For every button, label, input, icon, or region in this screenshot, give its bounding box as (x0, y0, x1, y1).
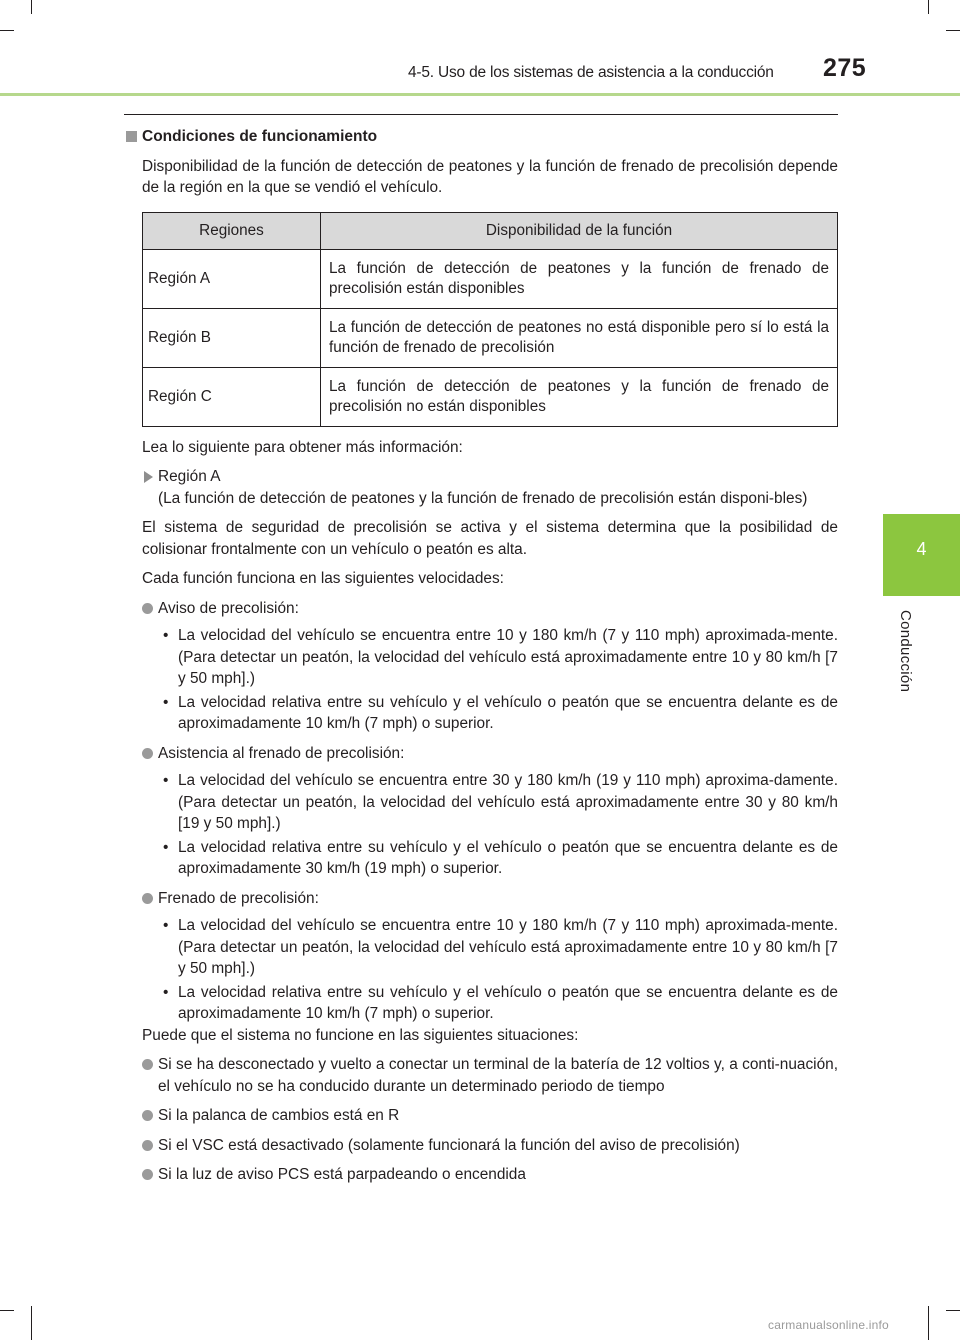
chapter-number: 4 (916, 539, 927, 559)
section-heading (124, 126, 838, 148)
crop-mark-top-right-h (946, 30, 960, 31)
function-title: Asistencia al frenado de precolisión: (158, 744, 405, 762)
region-a-item (142, 466, 838, 509)
table-cell-region: Región C (143, 367, 321, 426)
section-intro: Disponibilidad de la función de detección de peatones y la función de frenado de precolisión depende de la región en la que se vendió el vehículo. (142, 157, 838, 196)
condition-item (158, 982, 838, 1025)
condition-item (158, 837, 838, 880)
chapter-label: Conducción (897, 610, 914, 693)
condition-text: La velocidad del vehículo se encuentra entre 10 y 180 km/h (7 y 110 mph) aproximada-mente. (Para detectar un peatón, la velocidad del vehículo está aproximadamente entre 10 y 80 km/h [7 y 50 mph].) (178, 917, 838, 977)
content-top-rule (124, 114, 838, 115)
situation-text: Si el VSC está desactivado (solamente funcionará la función del aviso de precolisión) (158, 1136, 740, 1154)
situation-item (142, 1135, 838, 1157)
table-header-availability: Disponibilidad de la función (321, 212, 838, 249)
condition-item (158, 915, 838, 980)
situation-text: Si la palanca de cambios está en R (158, 1107, 400, 1124)
small-bullet-icon: • (163, 772, 169, 789)
crop-mark-bottom-right-v (928, 1306, 929, 1340)
square-bullet-icon (126, 131, 137, 142)
circle-bullet-icon (142, 1169, 153, 1180)
circle-bullet-icon (142, 603, 153, 614)
condition-text: La velocidad relativa entre su vehículo y el vehículo o peatón que se encuentra delante es de aproximadamente 10 km/h (7 mph) o superior. (178, 983, 838, 1022)
table-row (143, 249, 838, 308)
crop-mark-bottom-left-v (31, 1306, 32, 1340)
page-content (124, 126, 838, 1186)
function-item (142, 598, 838, 620)
activation-text: El sistema de seguridad de precolisión se activa y el sistema determina que la posibilidad de colisionar frontalmente con un vehículo o peatón es alta. (142, 519, 838, 558)
watermark-link[interactable]: carmanualsonline.info (768, 1318, 889, 1332)
not-working-intro: Puede que el sistema no funcione en las siguientes situaciones: (142, 1026, 579, 1044)
condition-item (158, 625, 838, 690)
table-header-regions: Regiones (143, 212, 321, 249)
condition-text: La velocidad del vehículo se encuentra entre 10 y 180 km/h (7 y 110 mph) aproximada-mente. (Para detectar un peatón, la velocidad del vehículo está aproximadamente entre 10 y 80 km/h [7 y 50 mph].) (178, 627, 838, 687)
circle-bullet-icon (142, 1140, 153, 1151)
crop-mark-top-left-h (0, 30, 14, 31)
crop-mark-top-left-v (31, 0, 32, 14)
function-title: Aviso de precolisión: (158, 599, 299, 617)
header-section-title: 4-5. Uso de los sistemas de asistencia a la conducción (408, 64, 774, 81)
condition-text: La velocidad del vehículo se encuentra entre 30 y 180 km/h (19 y 110 mph) aproxima-damente. (Para detectar un peatón, la velocidad del vehículo está aproximadamente entre 30 y 80 km/h [19 y 50 mph].) (178, 772, 838, 832)
speeds-intro: Cada función funciona en las siguientes velocidades: (142, 570, 504, 587)
crop-mark-bottom-right-h (946, 1310, 960, 1311)
condition-text: La velocidad relativa entre su vehículo y el vehículo o peatón que se encuentra delante es de aproximadamente 30 km/h (19 mph) o superior. (178, 838, 838, 877)
region-a-detail: (La función de detección de peatones y la función de frenado de precolisión están disponi-bles) (158, 489, 808, 507)
table-cell-availability: La función de detección de peatones no está disponible pero sí lo está la función de frenado de precolisión (321, 308, 838, 367)
circle-bullet-icon (142, 893, 153, 904)
header-rule (0, 93, 960, 96)
table-cell-region: Región B (143, 308, 321, 367)
situation-item (142, 1054, 838, 1097)
function-title: Frenado de precolisión: (158, 889, 319, 907)
condition-item (158, 770, 838, 835)
situation-item (142, 1164, 838, 1186)
function-item (142, 743, 838, 765)
chapter-tab-underline (883, 594, 960, 596)
region-a-title: Región A (158, 468, 221, 485)
table-row (143, 308, 838, 367)
small-bullet-icon: • (163, 983, 169, 1001)
more-info-text: Lea lo siguiente para obtener más información: (142, 438, 463, 456)
situation-item (142, 1105, 838, 1127)
table-header-row (143, 212, 838, 249)
circle-bullet-icon (142, 1110, 153, 1121)
situation-text: Si se ha desconectado y vuelto a conectar un terminal de la batería de 12 voltios y, a conti-nuación, el vehículo no se ha conducido durante un determinado periodo de tiempo (158, 1056, 838, 1095)
small-bullet-icon: • (163, 838, 169, 856)
situation-text: Si la luz de aviso PCS está parpadeando o encendida (158, 1166, 526, 1183)
condition-item (158, 692, 838, 735)
table-cell-availability: La función de detección de peatones y la función de frenado de precolisión no están disponibles (321, 367, 838, 426)
arrow-right-icon (144, 471, 153, 483)
function-item (142, 888, 838, 910)
small-bullet-icon: • (163, 693, 169, 711)
table-cell-region: Región A (143, 249, 321, 308)
circle-bullet-icon (142, 1059, 153, 1070)
small-bullet-icon: • (163, 917, 169, 934)
page-number: 275 (823, 54, 867, 82)
crop-mark-bottom-left-h (0, 1310, 14, 1311)
table-cell-availability: La función de detección de peatones y la función de frenado de precolisión están disponibles (321, 249, 838, 308)
table-row (143, 367, 838, 426)
crop-mark-top-right-v (928, 0, 929, 14)
circle-bullet-icon (142, 748, 153, 759)
section-heading-text: Condiciones de funcionamiento (142, 128, 378, 145)
small-bullet-icon: • (163, 627, 169, 644)
condition-text: La velocidad relativa entre su vehículo y el vehículo o peatón que se encuentra delante es de aproximadamente 10 km/h (7 mph) o superior. (178, 693, 838, 732)
availability-table (142, 212, 838, 427)
